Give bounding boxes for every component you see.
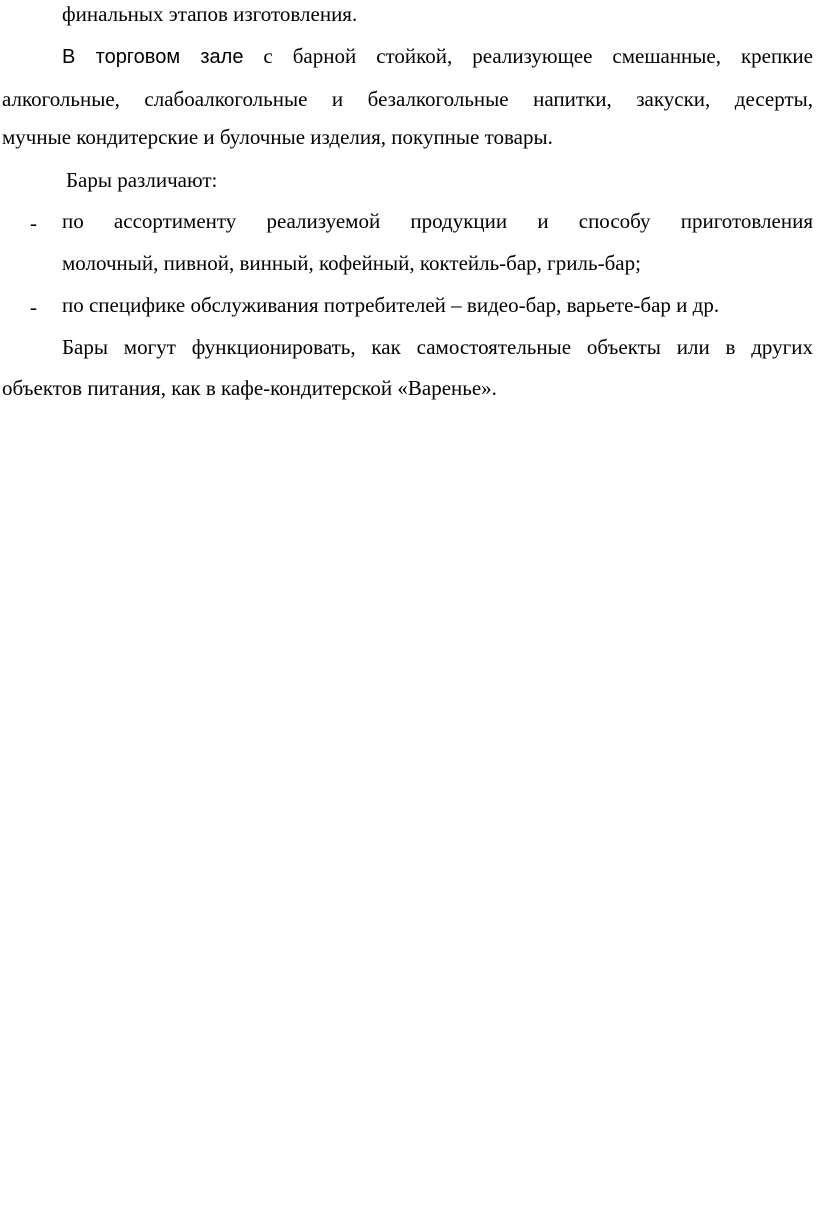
paragraph-line: финальных этапов изготовления. xyxy=(62,2,358,26)
paragraph-line: объектов питания, как в кафе-кондитерской «Варенье». xyxy=(2,376,497,400)
paragraph-line xyxy=(62,46,813,67)
list-item-line: молочный, пивной, винный, кофейный, коктейль-бар, гриль-бар; xyxy=(62,251,641,275)
paragraph-line: мучные кондитерские и булочные изделия, покупные товары. xyxy=(2,125,553,149)
list-marker: - xyxy=(30,211,37,235)
sans-text: В торговом зале xyxy=(62,46,244,68)
paragraph-line: алкогольные, слабоалкогольные и безалкогольные напитки, закуски, десерты, xyxy=(2,87,813,111)
list-item-line: по ассортименту реализуемой продукции и способу приготовления xyxy=(62,209,813,233)
paragraph-text: с барной стойкой, реализующее смешанные, крепкие xyxy=(263,44,813,68)
list-item-line: по специфике обслуживания потребителей – видео-бар, варьете-бар и др. xyxy=(62,293,720,317)
list-intro: Бары различают: xyxy=(66,168,218,192)
list-marker: - xyxy=(30,295,37,319)
paragraph-line: Бары могут функционировать, как самостоятельные объекты или в других xyxy=(62,335,813,359)
